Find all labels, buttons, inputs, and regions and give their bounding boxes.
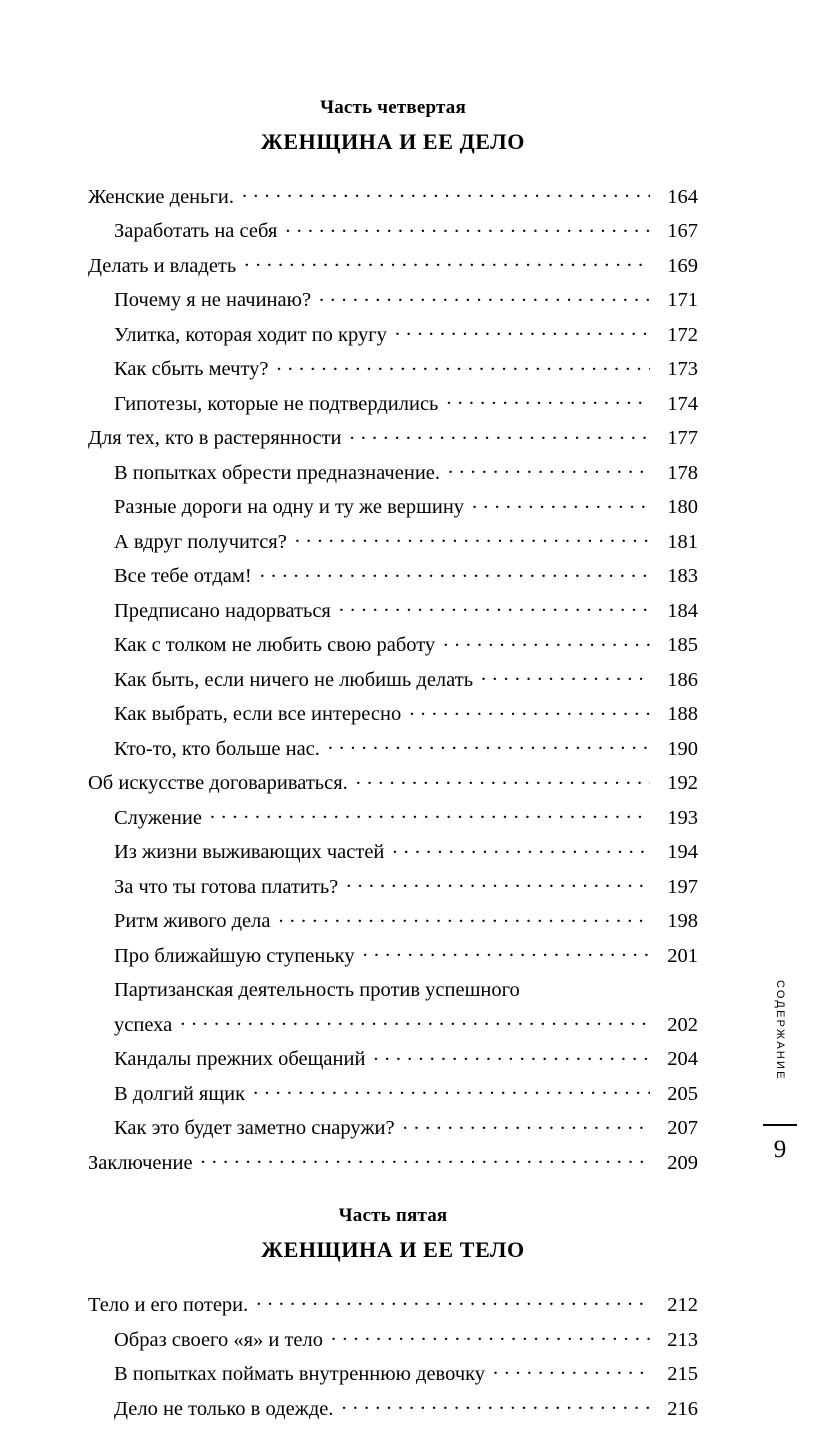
toc-entry-page: 174 [667, 392, 698, 415]
toc-leader [276, 355, 650, 376]
toc-entry-page: 194 [667, 841, 698, 864]
toc-entry[interactable] [88, 1148, 698, 1173]
toc-entry[interactable] [88, 1360, 698, 1385]
toc-entry-page: 172 [667, 323, 698, 346]
toc-leader [180, 1010, 650, 1031]
toc-leader [409, 700, 650, 721]
toc-entry-title: Женские деньги. [88, 185, 235, 208]
toc-entry-title: Делать и владеть [88, 254, 237, 277]
toc-entry-title: В попытках поймать внутреннюю девочку [114, 1363, 486, 1386]
toc-entry[interactable] [88, 182, 698, 207]
toc-entry-title: В попытках обрести предназначение. [114, 461, 441, 484]
toc-entry[interactable] [88, 596, 698, 621]
toc-entry-title: Об искусстве договариваться. [88, 772, 348, 795]
toc-entry[interactable] [88, 838, 698, 863]
toc-leader [295, 527, 650, 548]
part-label: Часть пятая [338, 1205, 448, 1227]
toc-leader [244, 251, 650, 272]
toc-entry-title: Улитка, которая ходит по кругу [114, 323, 387, 346]
toc-leader [392, 838, 650, 859]
toc-entry-page: 212 [667, 1294, 698, 1317]
toc-entry-title: Образ своего «я» и тело [114, 1328, 324, 1351]
toc-leader [285, 217, 650, 238]
toc-entry-title: Как быть, если ничего не любишь делать [114, 668, 474, 691]
toc-leader [339, 596, 650, 617]
toc-leader [350, 424, 650, 445]
toc-leader [363, 941, 650, 962]
toc-entry-page: 185 [667, 634, 698, 657]
toc-leader [260, 562, 650, 583]
toc-entry-title: Гипотезы, которые не подтвердились [114, 392, 439, 415]
toc-entry[interactable] [88, 631, 698, 656]
toc-entry-page: 180 [667, 496, 698, 519]
toc-entry-page: 192 [667, 772, 698, 795]
toc-entry[interactable] [88, 803, 698, 828]
toc-entry-page: 202 [667, 1013, 698, 1036]
toc-entry[interactable] [88, 562, 698, 587]
toc-entry-page: 164 [667, 185, 698, 208]
toc-entry[interactable] [88, 1114, 698, 1139]
toc-entry-page: 184 [667, 599, 698, 622]
toc-entry-title: Партизанская деятельность против успешного [114, 979, 520, 1002]
toc-entry-page: 186 [667, 668, 698, 691]
toc-entry-page: 213 [667, 1328, 698, 1351]
toc-entry[interactable] [88, 1045, 698, 1070]
toc-entry-page: 190 [667, 737, 698, 760]
toc-entry[interactable] [88, 1291, 698, 1316]
toc-entry-title: Про ближайшую ступеньку [114, 944, 355, 967]
toc-leader [493, 1360, 650, 1381]
toc-entry-title: Дело не только в одежде. [114, 1397, 334, 1420]
toc-entry[interactable] [88, 286, 698, 311]
toc-entry-title: Для тех, кто в растерянности [88, 427, 342, 450]
page-number: 9 [773, 1136, 787, 1163]
toc-leader [331, 1325, 650, 1346]
toc-leader [346, 872, 650, 893]
toc-entry-page: 188 [667, 703, 698, 726]
toc-entry-continuation[interactable] [88, 1010, 698, 1035]
toc-entry-title: Разные дороги на одну и ту же вершину [114, 496, 465, 519]
toc-entry-title: Почему я не начинаю? [114, 289, 312, 312]
toc-entry-page: 169 [667, 254, 698, 277]
toc-entry-page: 193 [667, 806, 698, 829]
toc-entry[interactable] [88, 907, 698, 932]
toc-leader [395, 320, 650, 341]
toc-leader [373, 1045, 650, 1066]
part-title: ЖЕНЩИНА И ЕЕ ДЕЛО [261, 128, 525, 154]
toc-entry-page: 215 [667, 1363, 698, 1386]
toc-entry[interactable] [88, 941, 698, 966]
part-heading-five [88, 1203, 698, 1264]
toc-entry-page: 171 [667, 289, 698, 312]
toc-leader [528, 976, 650, 997]
toc-entry-title: Предписано надорваться [114, 599, 331, 622]
toc-leader [319, 286, 650, 307]
toc-entry[interactable] [88, 1325, 698, 1350]
toc-entry-page: 173 [667, 358, 698, 381]
toc-leader [356, 769, 650, 790]
toc-entry[interactable] [88, 769, 698, 794]
toc-entry-title: Тело и его потери. [88, 1294, 249, 1317]
toc-entry-page: 204 [667, 1048, 698, 1071]
toc-list-part-five [88, 1291, 698, 1420]
toc-entry-title: успеха [114, 1013, 173, 1036]
toc-entry[interactable] [88, 251, 698, 276]
toc-entry-page: 205 [667, 1082, 698, 1105]
part-label: Часть четвертая [320, 97, 466, 118]
toc-entry[interactable] [88, 320, 698, 345]
toc-entry[interactable] [88, 872, 698, 897]
toc-entry-title: Все тебе отдам! [114, 565, 252, 588]
toc-entry-page: 216 [667, 1397, 698, 1420]
toc-entry-page: 183 [667, 565, 698, 588]
part-heading-four [88, 95, 698, 156]
toc-entry-title: Как выбрать, если все интересно [114, 703, 402, 726]
toc-entry-title: Кто-то, кто больше нас. [114, 737, 320, 760]
toc-entry[interactable] [88, 1079, 698, 1104]
toc-entry-title: Из жизни выживающих частей [114, 841, 385, 864]
toc-leader [242, 182, 650, 203]
side-tab-label: СОДЕРЖАНИЕ [774, 979, 786, 1081]
toc-entry-title: Служение [114, 806, 202, 829]
toc-entry[interactable] [88, 734, 698, 759]
toc-leader [481, 665, 650, 686]
table-of-contents [88, 95, 698, 1429]
toc-entry-title: Заработать на себя [114, 220, 278, 243]
toc-entry[interactable] [88, 458, 698, 483]
side-tab-divider [763, 1124, 797, 1126]
toc-leader [403, 1114, 650, 1135]
toc-entry-page: 197 [667, 875, 698, 898]
toc-entry[interactable] [88, 389, 698, 414]
toc-entry-title: Как с толком не любить свою работу [114, 634, 436, 657]
toc-leader [443, 631, 650, 652]
toc-entry[interactable] [88, 665, 698, 690]
toc-entry-title: Как сбыть мечту? [114, 358, 269, 381]
toc-entry[interactable] [88, 493, 698, 518]
toc-leader [253, 1079, 650, 1100]
toc-leader [256, 1291, 650, 1312]
toc-entry-page: 181 [667, 530, 698, 553]
toc-leader [341, 1394, 650, 1415]
toc-entry[interactable] [88, 424, 698, 449]
toc-entry-title: Заключение [88, 1151, 193, 1174]
toc-entry-page: 209 [667, 1151, 698, 1174]
toc-leader [446, 389, 650, 410]
toc-leader [472, 493, 650, 514]
toc-leader [448, 458, 650, 479]
toc-entry[interactable] [88, 700, 698, 725]
toc-entry-title: В долгий ящик [114, 1082, 246, 1105]
toc-entry-title: Ритм живого дела [114, 910, 271, 933]
part-title: ЖЕНЩИНА И ЕЕ ТЕЛО [261, 1236, 525, 1262]
side-tab [763, 955, 797, 1164]
toc-entry[interactable] [88, 217, 698, 242]
toc-entry-title: За что ты готова платить? [114, 875, 339, 898]
toc-leader [210, 803, 650, 824]
toc-entry-page: 207 [667, 1117, 698, 1140]
toc-entry-wrapped-line[interactable] [88, 976, 698, 1001]
toc-entry-page: 198 [667, 910, 698, 933]
toc-leader [278, 907, 650, 928]
toc-leader [201, 1148, 650, 1169]
toc-entry-page: 201 [667, 944, 698, 967]
toc-entry[interactable] [88, 1394, 698, 1419]
toc-list-part-four [88, 182, 698, 1173]
toc-entry[interactable] [88, 527, 698, 552]
toc-entry-page: 167 [667, 220, 698, 243]
toc-entry-title: А вдруг получится? [114, 530, 287, 553]
toc-entry[interactable] [88, 355, 698, 380]
toc-entry-title: Как это будет заметно снаружи? [114, 1117, 395, 1140]
toc-entry-title: Кандалы прежних обещаний [114, 1048, 366, 1071]
toc-entry-page: 178 [667, 461, 698, 484]
toc-entry-page: 177 [667, 427, 698, 450]
toc-leader [328, 734, 650, 755]
